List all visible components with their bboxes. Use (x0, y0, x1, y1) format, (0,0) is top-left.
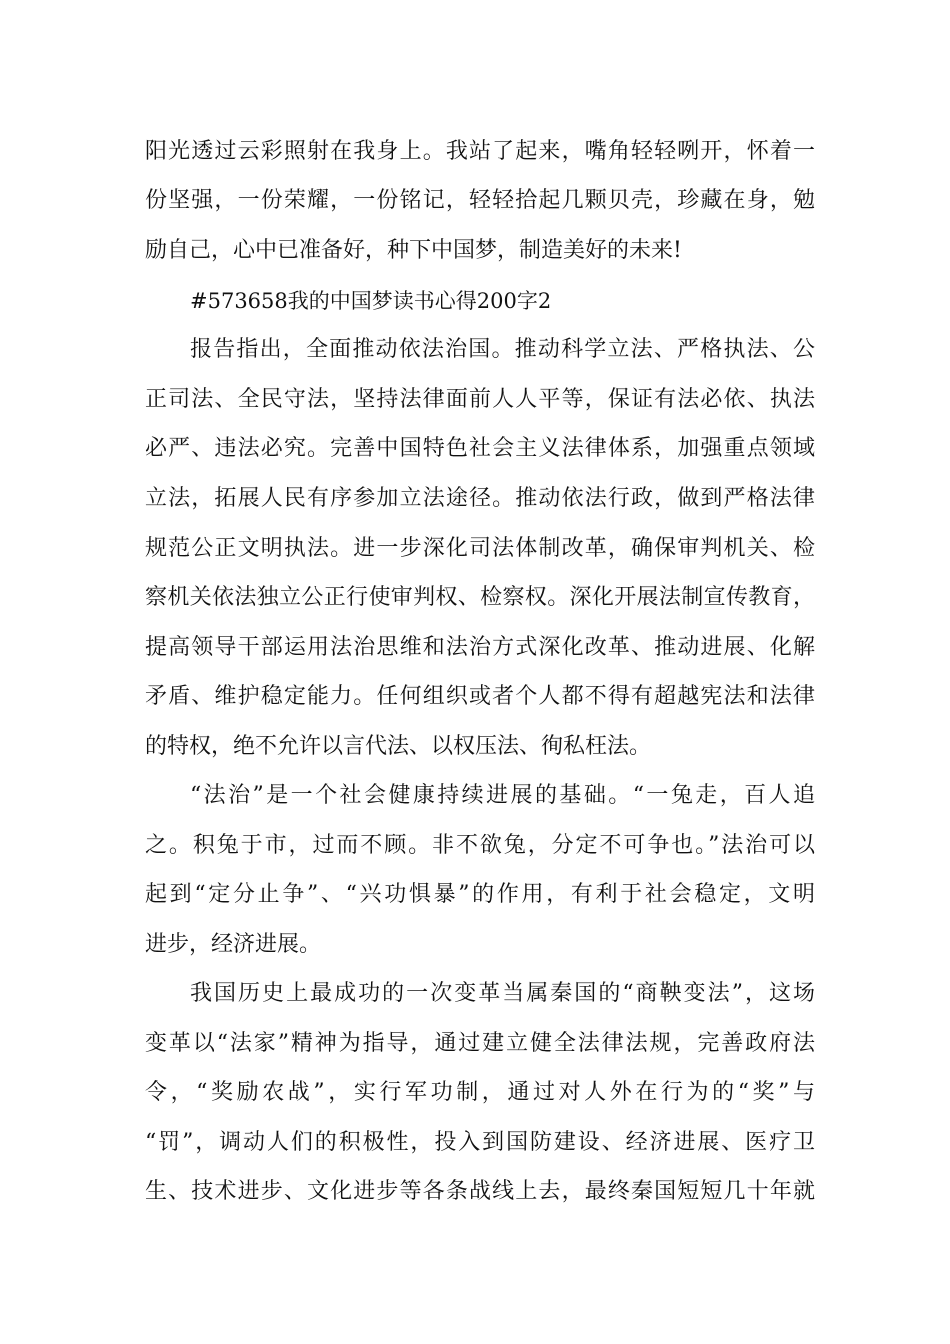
text-line: 励自己，心中已准备好，种下中国梦，制造美好的未来! (145, 238, 682, 263)
text-line: 的特权，绝不允许以言代法、以权压法、徇私枉法。 (145, 734, 652, 759)
text-line: 提高领导干部运用法治思维和法治方式深化改革、推动进展、化解 (145, 635, 815, 660)
text-line: 规范公正文明执法。进一步深化司法体制改革，确保审判机关、检 (145, 536, 815, 561)
text-line: 报告指出，全面推动依法治国。推动科学立法、严格执法、公 (190, 337, 815, 362)
text-line: 起到“定分止争”、“兴功惧暴”的作用，有利于社会稳定，文明 (145, 882, 815, 907)
text-line: 阳光透过云彩照射在我身上。我站了起来，嘴角轻轻咧开，怀着一 (145, 139, 815, 164)
text-line: 令，“奖励农战”，实行军功制，通过对人外在行为的“奖”与 (145, 1080, 815, 1105)
text-line: 进步，经济进展。 (145, 932, 322, 957)
section-heading: #573658我的中国梦读书心得200字2 (190, 289, 552, 313)
text-line: 变革以“法家”精神为指导，通过建立健全法律法规，完善政府法 (145, 1031, 815, 1056)
text-line: 立法，拓展人民有序参加立法途径。推动依法行政，做到严格法律 (145, 486, 815, 511)
text-line: 必严、违法必究。完善中国特色社会主义法律体系，加强重点领域 (145, 436, 815, 461)
text-line: 生、技术进步、文化进步等各条战线上去，最终秦国短短几十年就 (145, 1179, 815, 1204)
text-line: 察机关依法独立公正行使审判权、检察权。深化开展法制宣传教育， (145, 585, 815, 610)
text-line: “法治”是一个社会健康持续进展的基础。“一兔走，百人追 (190, 783, 815, 808)
text-line: “罚”，调动人们的积极性，投入到国防建设、经济进展、医疗卫 (145, 1130, 815, 1155)
text-line: 之。积兔于市，过而不顾。非不欲兔，分定不可争也。”法治可以 (145, 833, 815, 858)
text-line: 我国历史上最成功的一次变革当属秦国的“商鞅变法”，这场 (190, 981, 815, 1006)
text-line: 份坚强，一份荣耀，一份铭记，轻轻拾起几颗贝壳，珍藏在身，勉 (145, 188, 815, 213)
text-line: 正司法、全民守法，坚持法律面前人人平等，保证有法必依、执法 (145, 387, 815, 412)
text-line: 矛盾、维护稳定能力。任何组织或者个人都不得有超越宪法和法律 (145, 684, 815, 709)
